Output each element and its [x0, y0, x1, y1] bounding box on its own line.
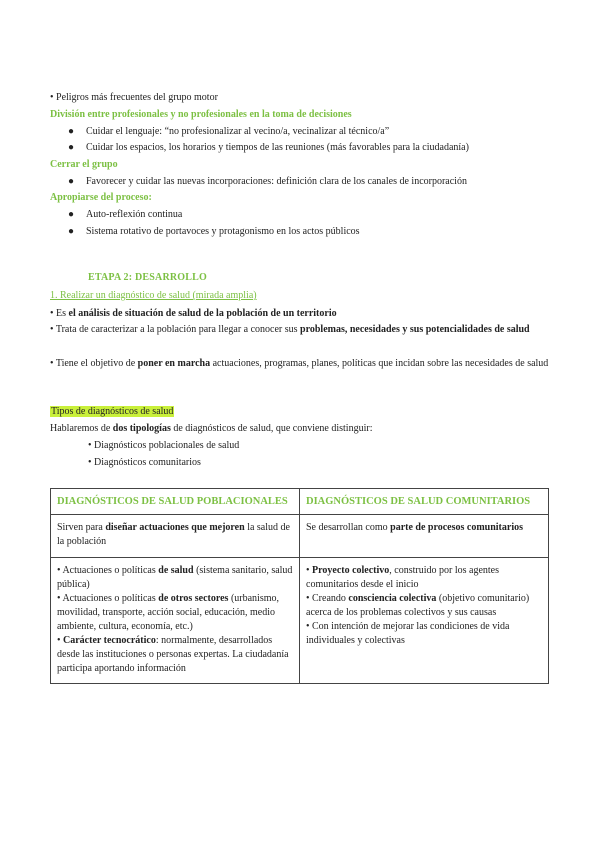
- diagnostico-link[interactable]: 1. Realizar un diagnóstico de salud (mirada amplia): [50, 290, 257, 301]
- bullet-icon: ●: [68, 176, 75, 187]
- list-item: ● Auto-reflexión continua: [86, 207, 546, 223]
- peligros-line: • Peligros más frecuentes del grupo motor: [50, 92, 218, 103]
- table-cell: Sirven para diseñar actuaciones que mejoren la salud de la población: [51, 515, 300, 558]
- list-item: ● Cuidar el lenguaje: “no profesionalizar al vecino/a, vecinalizar al técnico/a”: [86, 124, 546, 140]
- list-item: • Diagnósticos comunitarios: [88, 457, 201, 468]
- list-item: ● Cuidar los espacios, los horarios y tiempos de las reuniones (más favorables para la ciudadanía): [86, 140, 546, 156]
- table-cell: [300, 558, 549, 684]
- list-item: ● Sistema rotativo de portavoces y protagonismo en los actos públicos: [86, 224, 546, 240]
- comparison-table: [50, 488, 549, 684]
- cell-line: • Creando consciencia colectiva (objetivo comunitario) acerca de los problemas colectivos y sus causas: [306, 593, 530, 618]
- table-row: [51, 515, 549, 558]
- paragraph: • Tiene el objetivo de poner en marcha actuaciones, programas, planes, políticas que incidan sobre las necesidades de salud: [50, 358, 549, 369]
- table-cell: Se desarrollan como parte de procesos comunitarios: [300, 515, 549, 558]
- cell-line: • Con intención de mejorar las condiciones de vida individuales y colectivas: [306, 621, 510, 646]
- apropiarse-heading: Apropiarse del proceso:: [50, 192, 152, 203]
- division-heading: División entre profesionales y no profesionales en la toma de decisiones: [50, 109, 352, 120]
- etapa-title: ETAPA 2: DESARROLLO: [88, 272, 208, 283]
- tipos-heading: Tipos de diagnósticos de salud: [51, 406, 174, 417]
- cell-line: • Proyecto colectivo, construido por los agentes comunitarios desde el inicio: [306, 565, 499, 590]
- cerrar-heading: Cerrar el grupo: [50, 159, 118, 170]
- cell-line: • Carácter tecnocrático: normalmente, desarrollados desde las instituciones o personas expertas. La ciudadanía participa aportando información: [57, 635, 289, 674]
- bullet-icon: ●: [68, 142, 75, 153]
- bullet-icon: ●: [68, 226, 75, 237]
- header-comunitarios: DIAGNÓSTICOS DE SALUD COMUNITARIOS: [300, 489, 549, 515]
- bullet-icon: ●: [68, 126, 75, 137]
- list-item: • Diagnósticos poblacionales de salud: [88, 440, 240, 451]
- paragraph: • Trata de caracterizar a la población para llegar a conocer sus problemas, necesidades y sus potencialidades de salud: [50, 324, 530, 335]
- bullet-icon: ●: [68, 209, 75, 220]
- cell-line: • Actuaciones o políticas de otros sectores (urbanismo, movilidad, transporte, acción social, educación, medio ambiente, cultura, economía, etc.): [57, 593, 279, 632]
- table-row: [51, 489, 549, 515]
- header-poblacionales: DIAGNÓSTICOS DE SALUD POBLACIONALES: [51, 489, 300, 515]
- tipos-intro: Hablaremos de dos tipologías de diagnósticos de salud, que conviene distinguir:: [50, 423, 373, 434]
- table-row: [51, 558, 549, 684]
- list-item: ● Favorecer y cuidar las nuevas incorporaciones: definición clara de los canales de incorporación: [86, 174, 546, 190]
- paragraph: • Es el análisis de situación de salud de la población de un territorio: [50, 308, 337, 319]
- cell-line: • Actuaciones o políticas de salud (sistema sanitario, salud pública): [57, 565, 293, 590]
- table-cell: [51, 558, 300, 684]
